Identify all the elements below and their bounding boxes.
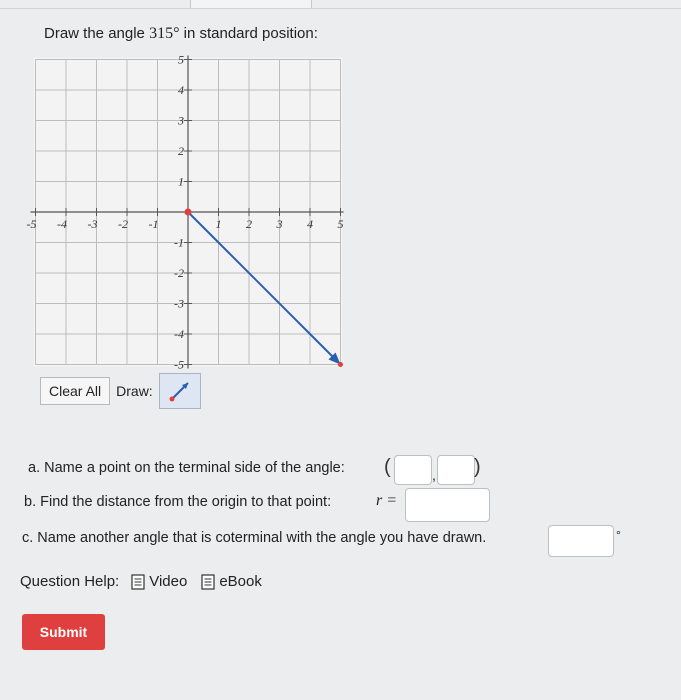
x-tick-label: -4 bbox=[57, 217, 67, 231]
question-b: b. Find the distance from the origin to that point: bbox=[24, 494, 332, 510]
video-link[interactable] bbox=[131, 573, 187, 590]
question-prompt bbox=[44, 25, 318, 43]
clear-all-button[interactable]: Clear All bbox=[40, 377, 110, 405]
point-comma: , bbox=[432, 467, 436, 483]
r-equals-label: r = bbox=[376, 492, 398, 509]
x-tick-label: 1 bbox=[215, 217, 222, 231]
prompt-angle: 315° bbox=[149, 25, 180, 42]
coordinate-graph[interactable] bbox=[26, 52, 356, 372]
x-tick-label: 2 bbox=[246, 217, 252, 231]
document-icon bbox=[201, 574, 215, 590]
prompt-text-after: in standard position: bbox=[179, 25, 318, 42]
coterminal-angle-input[interactable] bbox=[548, 525, 614, 557]
point-x-input[interactable] bbox=[394, 455, 432, 485]
open-paren: ( bbox=[384, 456, 391, 478]
x-tick-label: 3 bbox=[276, 217, 283, 231]
question-c: c. Name another angle that is coterminal with the angle you have drawn. bbox=[22, 530, 487, 546]
x-tick-label: -3 bbox=[87, 217, 98, 231]
degree-symbol: ° bbox=[616, 528, 621, 542]
y-tick-label: 5 bbox=[178, 52, 184, 67]
prompt-text-before: Draw the angle bbox=[44, 25, 150, 42]
y-tick-label: -5 bbox=[174, 357, 184, 372]
question-a: a. Name a point on the terminal side of the angle: bbox=[28, 460, 345, 476]
question-help-label: Question Help: bbox=[20, 573, 120, 590]
y-tick-label: -1 bbox=[174, 235, 184, 250]
y-tick-label: 4 bbox=[178, 83, 184, 97]
line-tool-button[interactable] bbox=[159, 373, 201, 409]
x-tick-label: 4 bbox=[307, 217, 313, 231]
question-help bbox=[20, 573, 276, 590]
ebook-link-label: eBook bbox=[219, 573, 262, 590]
vertex-point bbox=[185, 209, 192, 216]
y-tick-label: -4 bbox=[174, 327, 184, 341]
x-tick-label: -5 bbox=[26, 217, 37, 231]
y-tick-label: 2 bbox=[178, 144, 184, 158]
submit-button[interactable]: Submit bbox=[22, 614, 105, 650]
y-tick-label: -2 bbox=[174, 266, 184, 280]
x-tick-label: 5 bbox=[337, 217, 344, 231]
y-tick-label: -3 bbox=[174, 296, 184, 311]
draw-toolbar bbox=[40, 374, 201, 408]
distance-input[interactable] bbox=[405, 488, 490, 522]
x-tick-label: -2 bbox=[118, 217, 128, 231]
video-link-label: Video bbox=[149, 573, 188, 590]
point-y-input[interactable] bbox=[437, 455, 475, 485]
endpoint bbox=[338, 362, 343, 367]
ebook-link[interactable] bbox=[201, 573, 262, 590]
close-paren: ) bbox=[474, 456, 481, 478]
document-icon bbox=[131, 574, 145, 590]
x-tick-label: -1 bbox=[148, 217, 159, 231]
y-tick-label: 1 bbox=[178, 174, 184, 189]
top-divider bbox=[0, 8, 681, 9]
draw-label: Draw: bbox=[116, 383, 153, 399]
line-tool-icon bbox=[167, 378, 193, 404]
y-tick-label: 3 bbox=[178, 113, 184, 128]
